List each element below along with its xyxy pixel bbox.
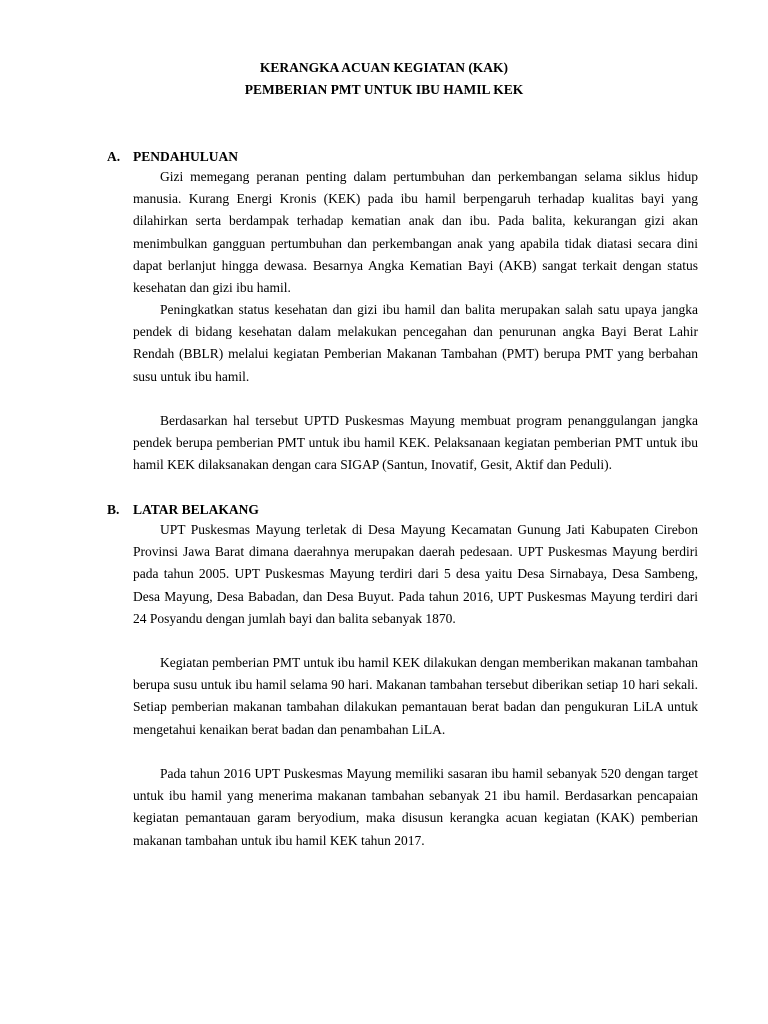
document-title: KERANGKA ACUAN KEGIATAN (KAK) xyxy=(259,60,509,75)
paragraph: Berdasarkan hal tersebut UPTD Puskesmas Mayung membuat program penanggulangan jangka pendek berupa pemberian PMT untuk ibu hamil KEK. Pelaksanaan kegiatan pemberian PMT untuk ibu hamil KEK dilaksanakan dengan cara SIGAP (Santun, Inovatif, Gesit, Aktif dan Peduli). xyxy=(133,413,698,473)
section-heading-latar-belakang xyxy=(107,502,259,518)
section-title: PENDAHULUAN xyxy=(133,149,239,164)
section-heading-pendahuluan xyxy=(107,149,238,165)
paragraph: UPT Puskesmas Mayung terletak di Desa Mayung Kecamatan Gunung Jati Kabupaten Cirebon Provinsi Jawa Barat dimana daerahnya merupakan daerah pedesaan. UPT Puskesmas Mayung berdiri pada tahun 2005. UPT Puskesmas Mayung terdiri dari 5 desa yaitu Desa Sirnabaya, Desa Sambeng, Desa Mayung, Desa Babadan, dan Desa Buyut. Pada tahun 2016, UPT Puskesmas Mayung terdiri dari 24 Posyandu dengan jumlah bayi dan balita sebanyak 1870. xyxy=(133,522,698,626)
paragraph: Gizi memegang peranan penting dalam pertumbuhan dan perkembangan selama siklus hidup manusia. Kurang Energi Kronis (KEK) pada ibu hamil berpengaruh terhadap kualitas bayi yang dilahirkan serta berdampak terhadap kematian anak dan ibu. Pada balita, kekurangan gizi akan menimbulkan gangguan pertumbuhan dan perkembangan anak yang apabila tidak diatasi secara dini dapat berlanjut hingga dewasa. Besarnya Angka Kematian Bayi (AKB) sangat terkait dengan status kesehatan dan gizi ibu hamil. xyxy=(133,169,698,296)
paragraph: Peningkatkan status kesehatan dan gizi ibu hamil dan balita merupakan salah satu upaya jangka pendek di bidang kesehatan dalam melakukan pencegahan dan penurunan angka Bayi Berat Lahir Rendah (BBLR) melalui kegiatan Pemberian Makanan Tambahan (PMT) berupa PMT yang berbahan susu untuk ibu hamil. xyxy=(133,302,698,384)
paragraph: Pada tahun 2016 UPT Puskesmas Mayung memiliki sasaran ibu hamil sebanyak 520 dengan target untuk ibu hamil yang menerima makanan tambahan sebanyak 21 ibu hamil. Berdasarkan pencapaian kegiatan pemantauan garam beryodium, maka disusun kerangka acuan kegiatan (KAK) pemberian makanan tambahan untuk ibu hamil KEK tahun 2017. xyxy=(133,766,698,848)
section-letter: B. xyxy=(107,502,120,517)
section-title: LATAR BELAKANG xyxy=(133,502,259,517)
paragraph: Kegiatan pemberian PMT untuk ibu hamil KEK dilakukan dengan memberikan makanan tambahan berupa susu untuk ibu hamil selama 90 hari. Makanan tambahan tersebut diberikan setiap 10 hari sekali. Setiap pemberian makanan tambahan dilakukan pemantauan berat badan dan pengukuran LiLA untuk mengetahui kenaikan berat badan dan penambahan LiLA. xyxy=(133,655,698,737)
document-subtitle: PEMBERIAN PMT UNTUK IBU HAMIL KEK xyxy=(244,82,524,97)
section-letter: A. xyxy=(107,149,121,164)
